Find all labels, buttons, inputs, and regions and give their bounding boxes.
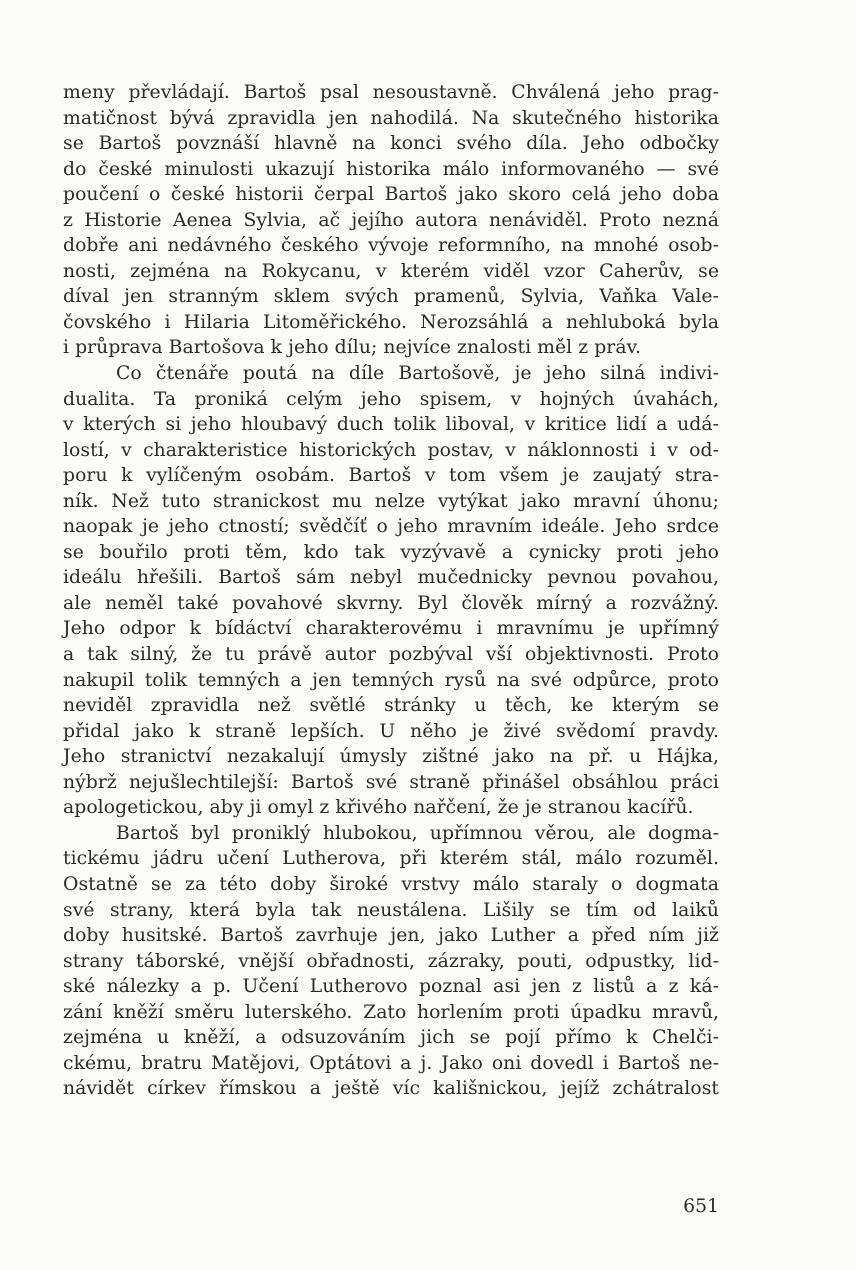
text-line: lostí, v charakteristice historických postav, v náklonnosti i v od- — [63, 439, 719, 461]
text-line: Jeho stranictví nezakalují úmysly zištné jako na př. u Hájka, — [63, 746, 719, 768]
text-line: i průprava Bartošova k jeho dílu; nejvíce znalosti měl z práv. — [63, 337, 642, 359]
text-line: tickému jádru učení Lutherova, při kterém stál, málo rozuměl. — [63, 848, 719, 870]
text-line: nýbrž nejušlechtilejší: Bartoš své straně přinášel obsáhlou práci — [63, 771, 719, 793]
text-line: ale neměl také povahové skvrny. Byl člověk mírný a rozvážný. — [63, 592, 719, 614]
text-line: dualita. Ta proniká celým jeho spisem, v hojných úvahách, — [63, 388, 719, 410]
text-line: Ostatně se za této doby široké vrstvy málo staraly o dogmata — [63, 873, 719, 895]
text-line: zejména u kněží, a odsuzováním jich se pojí přímo k Chelči- — [63, 1027, 719, 1049]
page-number: 651 — [683, 1196, 719, 1217]
text-line: přidal jako k straně lepších. U něho je živé svědomí pravdy. — [63, 720, 719, 742]
text-line: poru k vylíčeným osobám. Bartoš v tom všem je zaujatý stra- — [63, 465, 719, 487]
text-line: a tak silný, že tu právě autor pozbýval vší objektivnosti. Proto — [63, 644, 719, 666]
text-line: Bartoš byl proniklý hlubokou, upřímnou věrou, ale dogma- — [116, 822, 719, 844]
text-line: apologetickou, aby ji omyl z křivého nařčení, že je stranou kacířů. — [63, 797, 694, 819]
text-line: ník. Než tuto stranickost mu nelze vytýkat jako mravní úhonu; — [63, 490, 719, 512]
paragraph — [63, 80, 719, 361]
paragraph — [63, 361, 719, 821]
text-line: doby husitské. Bartoš zavrhuje jen, jako Luther a před ním již — [63, 925, 719, 947]
text-line: Co čtenáře poutá na díle Bartošově, je jeho silná indivi- — [116, 363, 719, 385]
text-line: dobře ani nedávného českého vývoje reformního, na mnohé osob- — [63, 235, 719, 257]
text-line: matičnost bývá zpravidla jen nahodilá. Na skutečného historika — [63, 107, 719, 129]
text-line: díval jen stranným sklem svých pramenů, Sylvia, Vaňka Vale- — [63, 286, 719, 308]
text-line: strany táborské, vnější obřadnosti, zázraky, pouti, odpustky, lid- — [63, 950, 719, 972]
text-line: ckému, bratru Matějovi, Optátovi a j. Jako oni dovedl i Bartoš ne- — [63, 1052, 719, 1074]
text-line: do české minulosti ukazují historika málo informovaného — své — [63, 158, 719, 180]
text-line: se Bartoš povznáší hlavně na konci svého díla. Jeho odbočky — [63, 133, 719, 155]
text-line: z Historie Aenea Sylvia, ač jejího autora nenáviděl. Proto nezná — [63, 209, 719, 231]
text-line: se bouřilo proti těm, kdo tak vyzývavě a cynicky proti jeho — [63, 541, 719, 563]
text-line: neviděl zpravidla než světlé stránky u těch, ke kterým se — [63, 695, 719, 717]
text-line: ideálu hřešili. Bartoš sám nebyl mučednicky pevnou povahou, — [63, 567, 719, 589]
text-line: nosti, zejména na Rokycanu, v kterém viděl vzor Caherův, se — [63, 260, 719, 282]
text-line: v kterých si jeho hloubavý duch tolik liboval, v kritice lidí a udá- — [63, 414, 719, 436]
paragraph — [63, 821, 719, 1102]
text-line: Jeho odpor k bídáctví charakterovému i mravnímu je upřímný — [63, 618, 719, 640]
text-line: meny převládají. Bartoš psal nesoustavně. Chválená jeho prag- — [63, 82, 719, 103]
page-body — [63, 80, 719, 1102]
text-line: zání kněží směru luterského. Zato horlením proti úpadku mravů, — [63, 1001, 719, 1023]
text-line: návidět církev římskou a ještě víc kališnickou, jejíž zchátralost — [63, 1078, 719, 1100]
text-line: své strany, která byla tak neustálena. Lišily se tím od laiků — [63, 899, 719, 921]
text-line: naopak je jeho ctností; svědčíť o jeho mravním ideále. Jeho srdce — [63, 516, 719, 538]
text-line: poučení o české historii čerpal Bartoš jako skoro celá jeho doba — [63, 184, 719, 206]
text-line: čovského i Hilaria Litoměřického. Nerozsáhlá a nehluboká byla — [63, 311, 719, 333]
text-line: ské nálezky a p. Učení Lutherovo poznal asi jen z listů a z ká- — [63, 976, 719, 998]
text-line: nakupil tolik temných a jen temných rysů na své odpůrce, proto — [63, 669, 719, 691]
